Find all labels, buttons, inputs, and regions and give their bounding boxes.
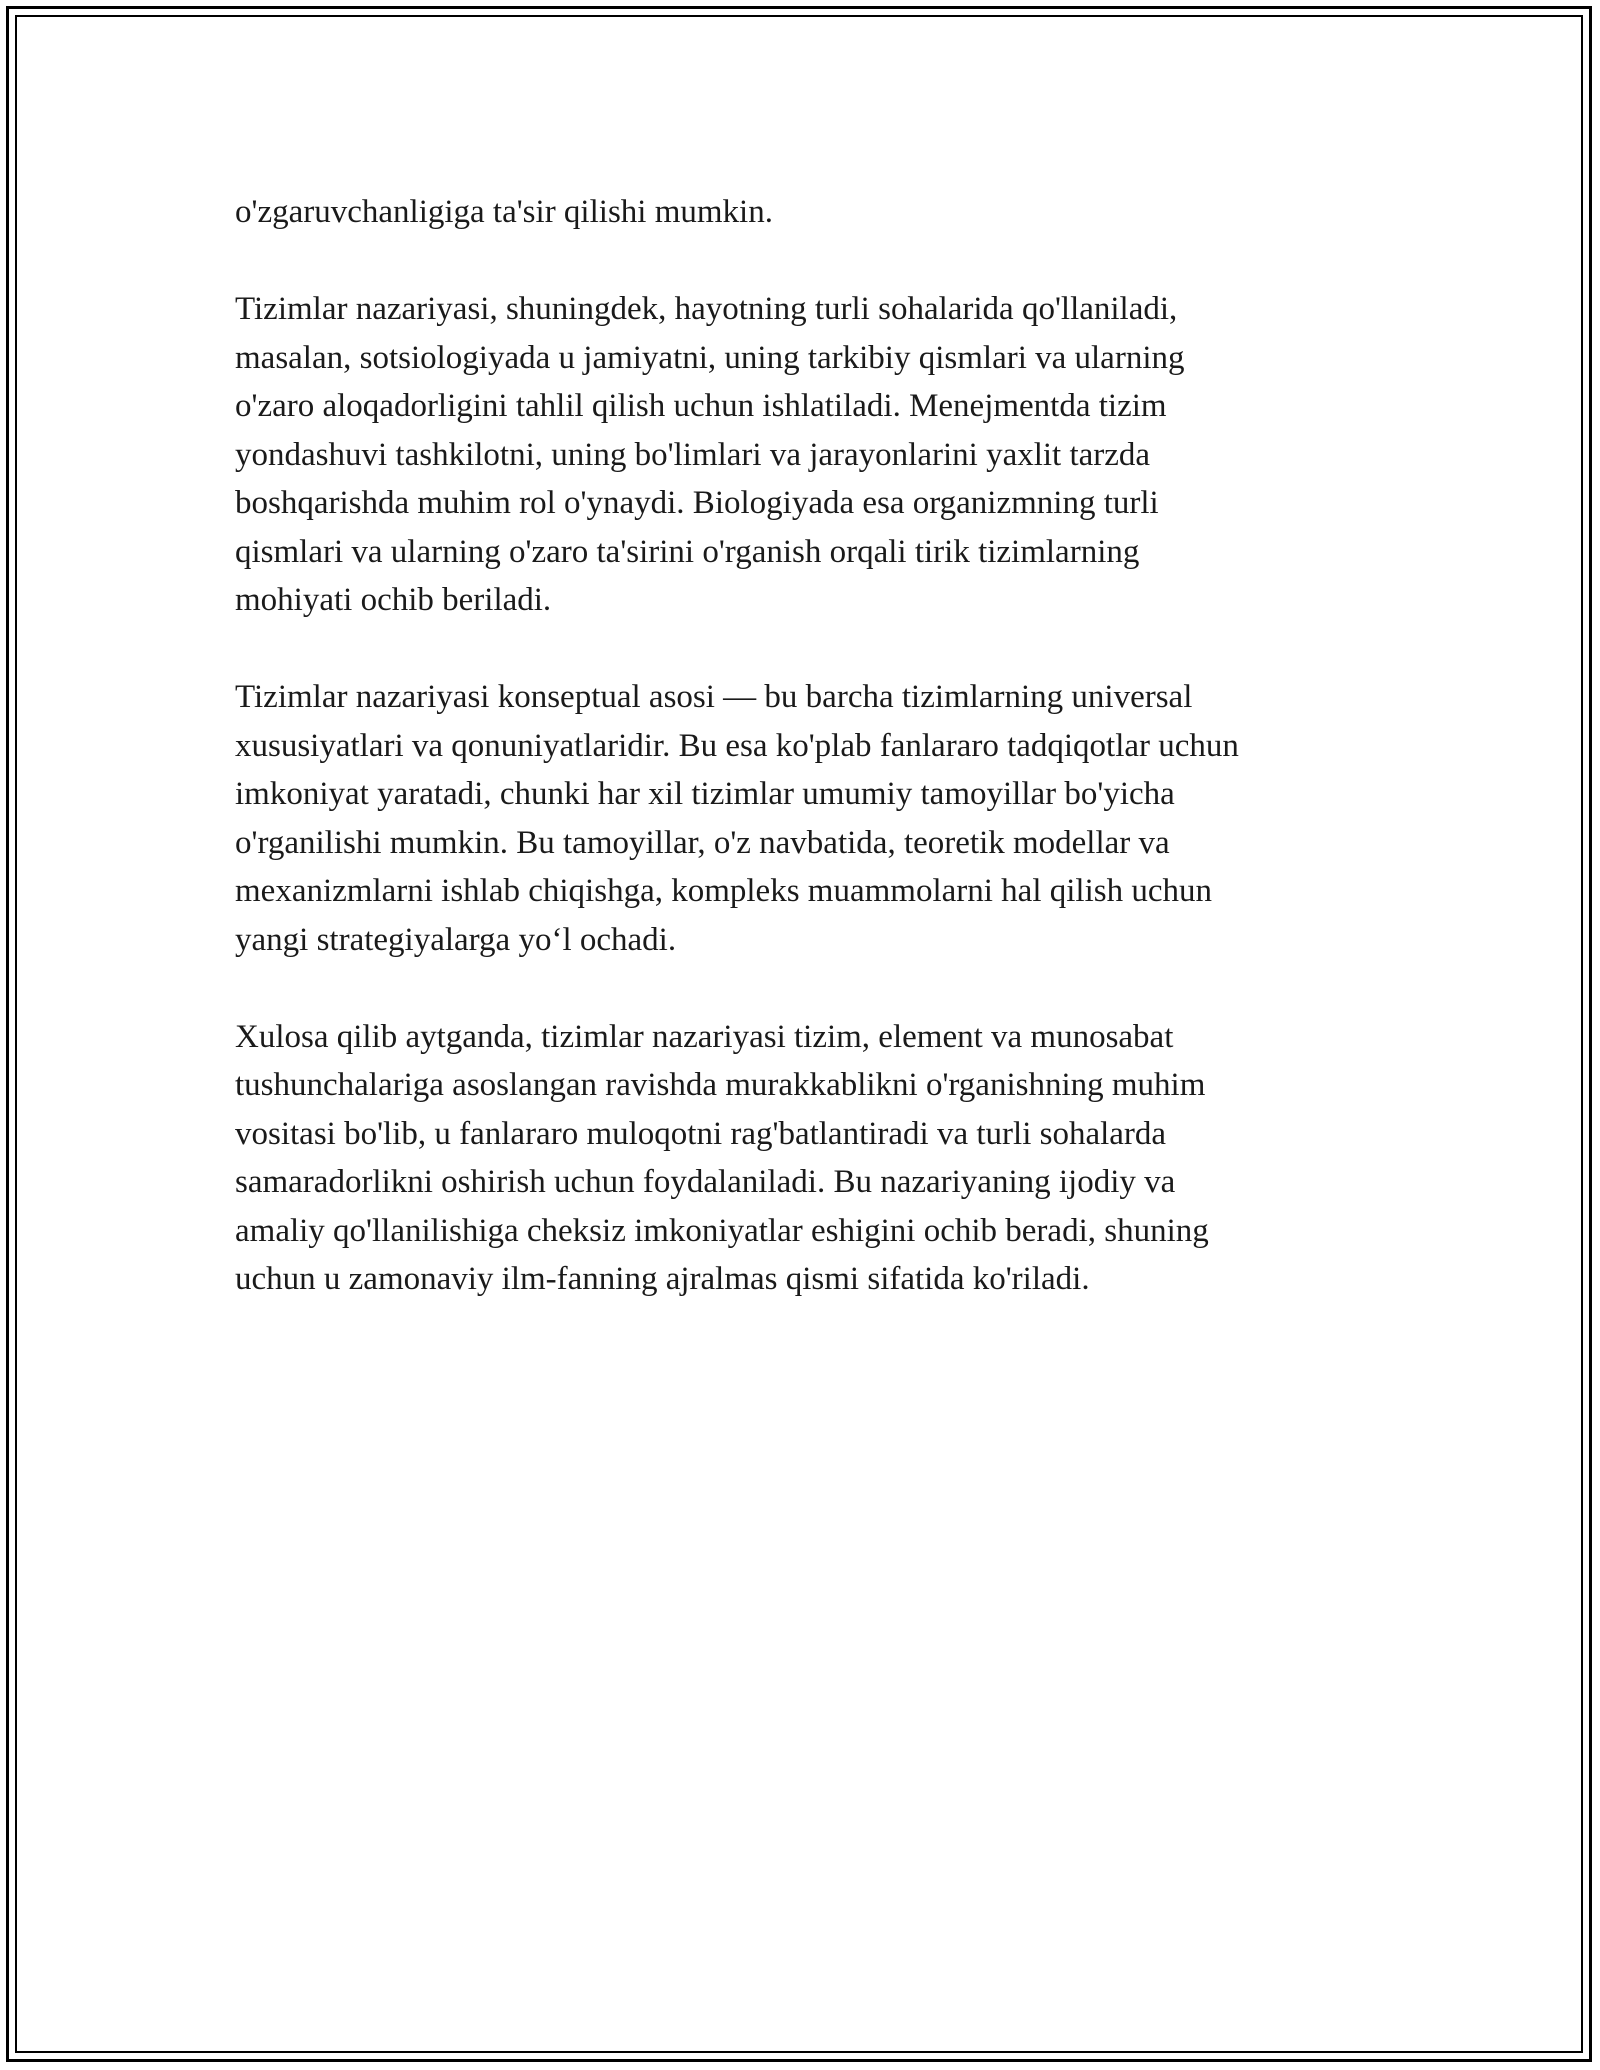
paragraph-applications: Tizimlar nazariyasi, shuningdek, hayotning turli sohalarida qo'llaniladi, masalan, sotsiologiyada u jamiyatni, uning tarkibiy qismlari va ularning o'zaro aloqadorligini tahlil qilish uchun ishlatiladi. Menejmentda tizim yondashuvi tashkilotni, uning bo'limlari va jarayonlarini yaxlit tarzda boshqarishda muhim rol o'ynaydi. Biologiyada esa organizmning turli qismlari va ularning o'zaro ta'sirini o'rganish orqali tirik tizimlarning mohiyati ochib beriladi. bbox=[235, 291, 1185, 618]
paragraph-conclusion: Xulosa qilib aytganda, tizimlar nazariyasi tizim, element va munosabat tushunchalariga asoslangan ravishda murakkablikni o'rganishning muhim vositasi bo'lib, u fanlararo muloqotni rag'batlantiradi va turli sohalarda samaradorlikni oshirish uchun foydalaniladi. Bu nazariyaning ijodiy va amaliy qo'llanilishiga cheksiz imkoniyatlar eshigini ochib beradi, shuning uchun u zamonaviy ilm-fanning ajralmas qismi sifatida ko'riladi. bbox=[235, 1018, 1209, 1297]
paragraph-conceptual-basis: Tizimlar nazariyasi konseptual asosi — bu barcha tizimlarning universal xususiyatlari va qonuniyatlaridir. Bu esa ko'plab fanlararo tadqiqotlar uchun imkoniyat yaratadi, chunki har xil tizimlar umumiy tamoyillar bo'yicha o'rganilishi mumkin. Bu tamoyillar, o'z navbatida, teoretik modellar va mexanizmlarni ishlab chiqishga, kompleks muammolarni hal qilish uchun yangi strategiyalarga yo‘l ochadi. bbox=[235, 679, 1239, 958]
paragraph-continuation: o'zgaruvchanligiga ta'sir qilishi mumkin. bbox=[235, 194, 773, 230]
document-body bbox=[235, 188, 1375, 1352]
